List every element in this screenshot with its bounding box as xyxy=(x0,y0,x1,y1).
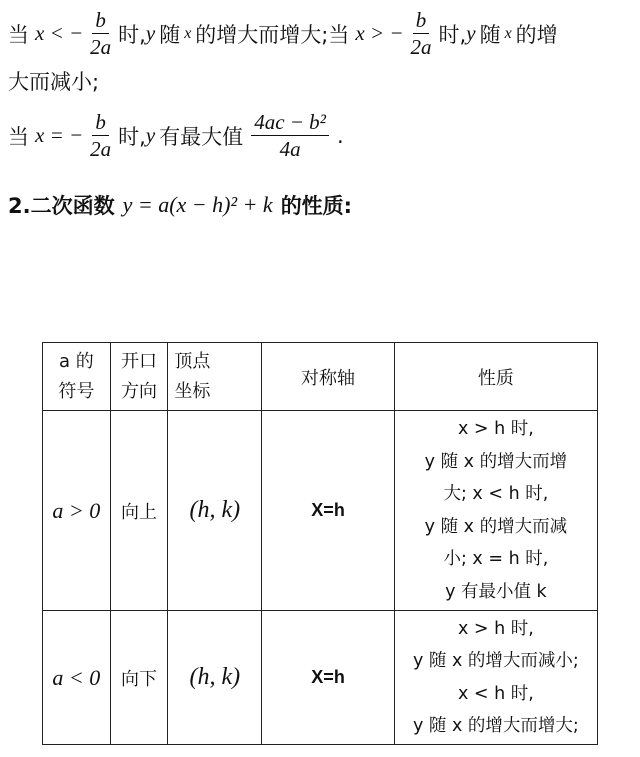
text-fragment: 的增 xyxy=(515,22,558,47)
text-fragment: 大而减小; xyxy=(8,70,100,94)
cell-direction: 向上 xyxy=(110,411,168,611)
text-fragment: . xyxy=(336,123,344,148)
header-line: 对称轴 xyxy=(301,367,356,389)
denominator: 2a xyxy=(90,137,112,161)
text-fragment: 时, xyxy=(438,22,467,47)
cell-vertex: (h, k) xyxy=(168,611,262,745)
property-line: y 随 x 的增大而减小; xyxy=(412,651,579,671)
property-line: y 随 x 的增大而减 xyxy=(424,516,568,537)
cell-sign: a > 0 xyxy=(43,411,111,611)
var-x: x xyxy=(184,24,192,42)
fraction xyxy=(408,8,435,59)
var-y: y xyxy=(466,21,476,45)
property-line: 大; x < h 时, xyxy=(443,484,549,504)
denominator: 2a xyxy=(410,35,432,59)
numerator: b xyxy=(92,8,109,34)
text-fragment: 当 xyxy=(8,124,29,149)
header-line: 坐标 xyxy=(174,380,211,402)
fraction xyxy=(87,8,114,59)
cell-vertex: (h, k) xyxy=(168,411,262,611)
table-header-row xyxy=(43,343,598,411)
text-fragment: 时, xyxy=(118,22,146,47)
table-row xyxy=(43,611,598,745)
text-fragment: 当 xyxy=(8,22,29,47)
fraction xyxy=(87,110,114,161)
section-heading xyxy=(8,190,352,220)
text-line-1 xyxy=(8,8,558,59)
fraction-max-value xyxy=(251,110,329,161)
header-axis xyxy=(262,343,394,411)
cell-axis: X=h xyxy=(262,411,394,611)
cell-axis: X=h xyxy=(262,611,394,745)
var-x: x xyxy=(504,24,512,42)
header-direction xyxy=(110,343,168,411)
heading-formula: y = a(x − h)² + k xyxy=(122,192,273,217)
heading-suffix: 的性质: xyxy=(280,194,353,218)
header-line: 性质 xyxy=(477,367,514,389)
cell-direction: 向下 xyxy=(110,611,168,745)
denominator: 4a xyxy=(279,137,301,161)
cell-sign: a < 0 xyxy=(43,611,111,745)
text-fragment: 时, xyxy=(118,124,146,149)
heading-prefix: 2.二次函数 xyxy=(8,194,115,218)
header-vertex xyxy=(168,343,262,411)
header-properties xyxy=(394,343,597,411)
text-fragment: 随 xyxy=(479,22,501,47)
header-line: 顶点 xyxy=(174,350,211,372)
var-y: y xyxy=(145,21,156,45)
text-line-3 xyxy=(8,110,344,161)
header-line: 符号 xyxy=(58,380,95,402)
numerator: 4ac − b² xyxy=(251,110,329,136)
condition-math: x = − xyxy=(35,123,84,147)
var-y: y xyxy=(145,123,156,147)
property-line: y 随 x 的增大而增大; xyxy=(412,716,579,736)
numerator: b xyxy=(413,8,430,34)
text-line-2 xyxy=(8,66,99,96)
text-fragment: 随 xyxy=(159,22,181,47)
property-line: y 随 x 的增大而增 xyxy=(424,451,568,472)
condition-math: x < − xyxy=(35,21,84,45)
numerator: b xyxy=(92,110,109,136)
header-line: a 的 xyxy=(58,350,94,372)
text-fragment: 的增大而增大;当 xyxy=(195,22,350,47)
header-line: 开口 xyxy=(121,350,158,372)
property-line: y 有最小值 k xyxy=(445,581,547,602)
property-line: x > h 时, xyxy=(457,618,534,639)
property-line: x < h 时, xyxy=(457,683,534,704)
header-line: 方向 xyxy=(121,380,158,402)
text-fragment: 有最大值 xyxy=(159,124,244,149)
cell-properties xyxy=(394,611,597,745)
denominator: 2a xyxy=(90,35,112,59)
header-sign xyxy=(43,343,111,411)
properties-table xyxy=(42,342,598,745)
condition-math: x > − xyxy=(355,21,404,45)
property-line: x > h 时, xyxy=(457,419,534,439)
table-row xyxy=(43,411,598,611)
property-line: 小; x = h 时, xyxy=(443,549,549,569)
cell-properties xyxy=(394,411,597,611)
